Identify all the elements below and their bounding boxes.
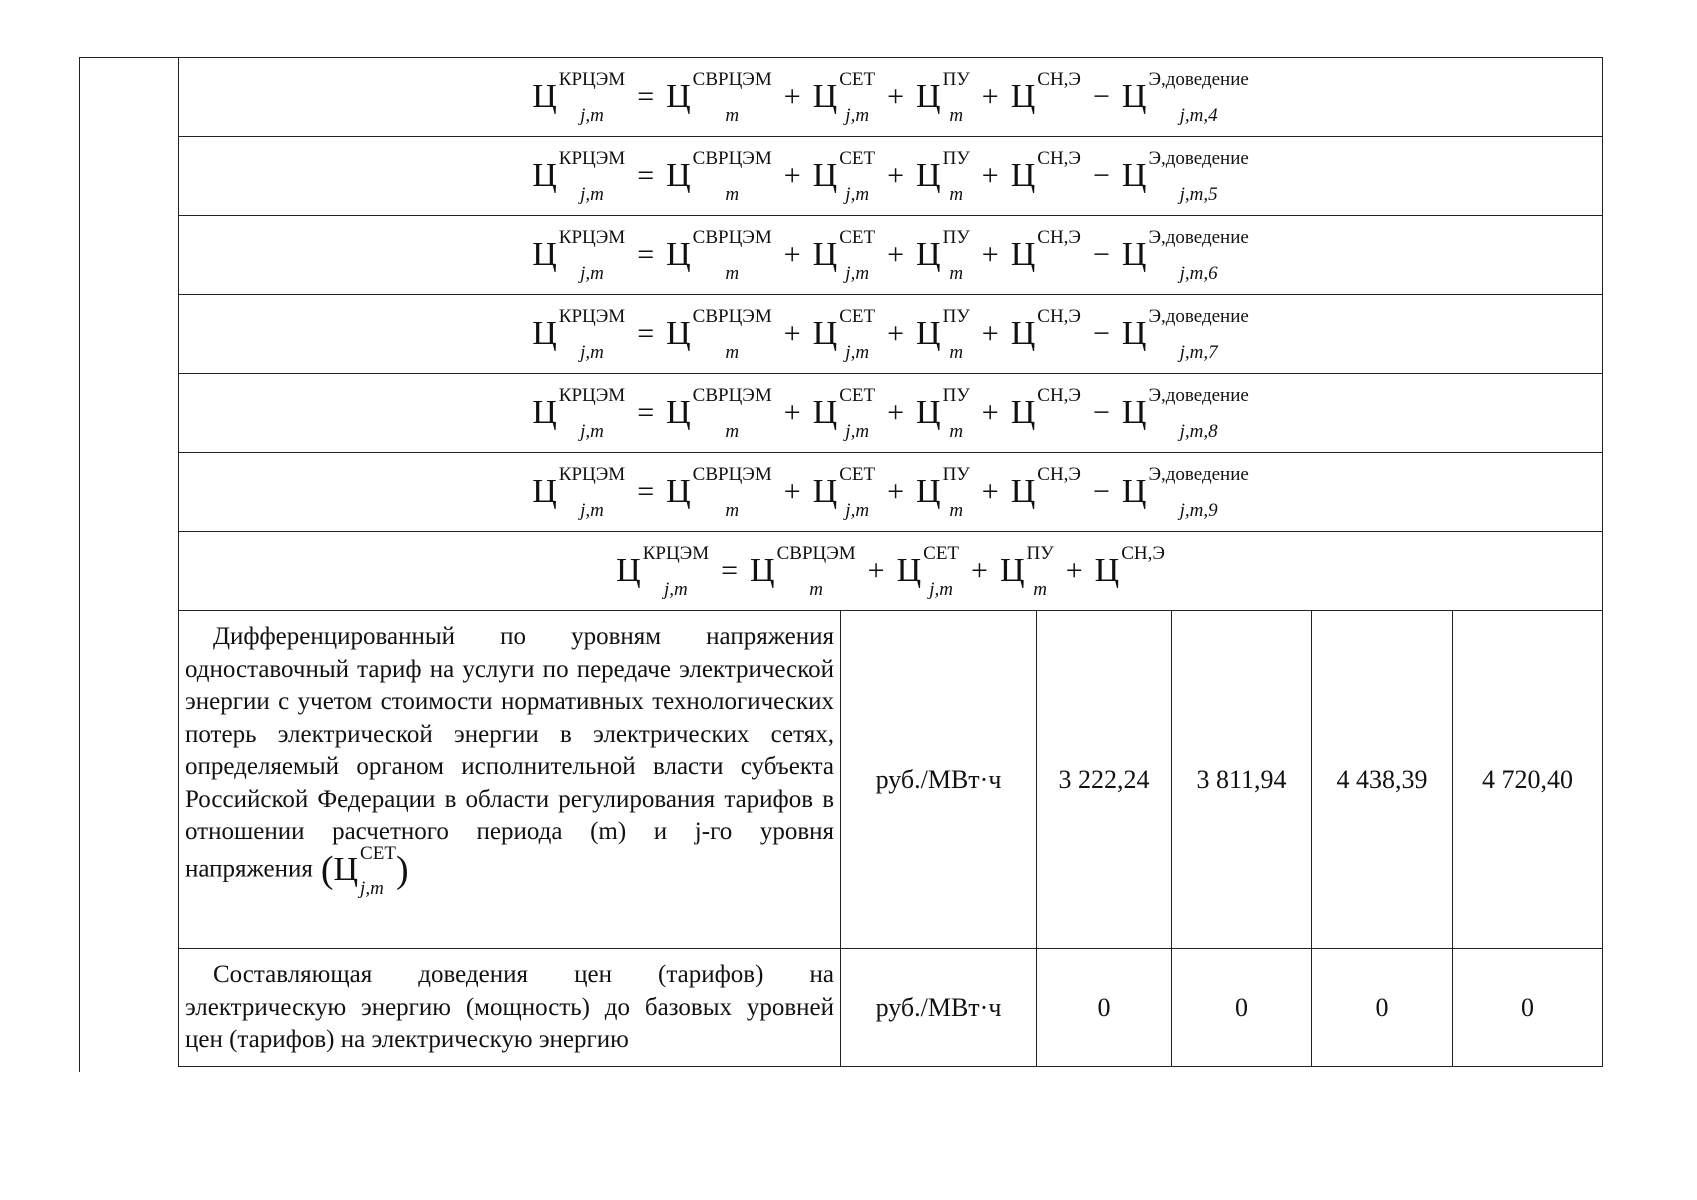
top-border-line: [79, 57, 179, 58]
inline-formula: ( Ц СЕТ j,m ): [320, 842, 409, 900]
price-term: Ц СВРЦЭМ m: [666, 385, 772, 442]
price-term: Ц КРЦЭМ j,m: [532, 69, 626, 126]
price-term: Ц СВРЦЭМ m: [750, 543, 856, 600]
value-cell: 0: [1037, 949, 1172, 1067]
price-term: Ц ПУ m: [916, 227, 970, 284]
price-term: Ц Э,доведение j,m,7: [1121, 306, 1249, 363]
row-description: Составляющая доведения цен (тарифов) на электрическую энергию (мощность) до базовых уровней цен (тарифов) на электрическую энергию: [179, 949, 841, 1067]
formula-row-6: [179, 453, 1603, 532]
price-term: Ц СВРЦЭМ m: [666, 69, 772, 126]
unit-cell: руб./МВт·ч: [841, 611, 1037, 949]
price-term: Ц СЕТ j,m: [812, 148, 876, 205]
formula-row-7: [179, 532, 1603, 611]
price-term: Ц КРЦЭМ j,m: [532, 148, 626, 205]
tariff-table: [178, 57, 1603, 1067]
formula: Ц КРЦЭМ j,m = Ц СВРЦЭМ m + Ц СЕТ j,m + Ц ПУ m + Ц СН,Э − Ц Э,доведение j,m,5: [532, 148, 1249, 205]
price-term: Ц СВРЦЭМ m: [666, 464, 772, 521]
table-row: [179, 949, 1603, 1067]
price-term: Ц ПУ m: [999, 543, 1054, 600]
formula: Ц КРЦЭМ j,m = Ц СВРЦЭМ m + Ц СЕТ j,m + Ц ПУ m + Ц СН,Э − Ц Э,доведение j,m,6: [532, 227, 1249, 284]
price-term: Ц ПУ m: [916, 148, 970, 205]
price-term: Ц КРЦЭМ j,m: [616, 543, 710, 600]
formula: Ц КРЦЭМ j,m = Ц СВРЦЭМ m + Ц СЕТ j,m + Ц ПУ m + Ц СН,Э − Ц Э,доведение j,m,7: [532, 306, 1249, 363]
value-cell: 4 720,40: [1453, 611, 1603, 949]
value-cell: 0: [1453, 949, 1603, 1067]
price-term: Ц Э,доведение j,m,9: [1121, 464, 1249, 521]
price-term: Ц СВРЦЭМ m: [666, 227, 772, 284]
price-term: Ц КРЦЭМ j,m: [532, 464, 626, 521]
price-term: Ц Э,доведение j,m,4: [1121, 69, 1249, 126]
price-term: Ц СН,Э: [1010, 306, 1081, 352]
unit-cell: руб./МВт·ч: [841, 949, 1037, 1067]
price-term: Ц КРЦЭМ j,m: [532, 306, 626, 363]
table-row: [179, 611, 1603, 949]
price-term: Ц СН,Э: [1010, 148, 1081, 194]
left-border-line: [79, 57, 80, 1072]
price-term: Ц СН,Э: [1010, 227, 1081, 273]
formula-row-1: [179, 58, 1603, 137]
formula: Ц КРЦЭМ j,m = Ц СВРЦЭМ m + Ц СЕТ j,m + Ц ПУ m + Ц СН,Э − Ц Э,доведение j,m,9: [532, 464, 1249, 521]
price-term: Ц СН,Э: [1010, 464, 1081, 510]
price-term: Ц СЕТ j,m: [812, 69, 876, 126]
value-cell: 4 438,39: [1312, 611, 1453, 949]
value-cell: 3 222,24: [1037, 611, 1172, 949]
price-term: Ц КРЦЭМ j,m: [532, 227, 626, 284]
row-description: Дифференцированный по уровням напряжения одноставочный тариф на услуги по передаче электрической энергии с учетом стоимости нормативных технологических потерь электрической энергии в электрических сетях, определяемый органом исполнительной власти субъекта Российской Федерации в области регулирования тарифов в отношении расчетного периода (m) и j-го уровня напряжения ( Ц СЕТ j,m ): [179, 611, 841, 949]
price-term: Ц КРЦЭМ j,m: [532, 385, 626, 442]
price-term: Ц СЕТ j,m: [812, 385, 876, 442]
price-term: Ц Э,доведение j,m,8: [1121, 385, 1249, 442]
price-term: Ц СЕТ j,m: [812, 464, 876, 521]
price-term: Ц СВРЦЭМ m: [666, 148, 772, 205]
price-term: Ц СН,Э: [1010, 385, 1081, 431]
formula-row-5: [179, 374, 1603, 453]
price-term: Ц ПУ m: [916, 464, 970, 521]
formula: Ц КРЦЭМ j,m = Ц СВРЦЭМ m + Ц СЕТ j,m + Ц ПУ m + Ц СН,Э: [616, 543, 1165, 600]
price-term: Ц ПУ m: [916, 306, 970, 363]
price-term: Ц СН,Э: [1094, 543, 1165, 589]
formula: Ц КРЦЭМ j,m = Ц СВРЦЭМ m + Ц СЕТ j,m + Ц ПУ m + Ц СН,Э − Ц Э,доведение j,m,4: [532, 69, 1249, 126]
formula-row-4: [179, 295, 1603, 374]
price-term: Ц ПУ m: [916, 385, 970, 442]
price-term: Ц СЕТ j,m: [812, 306, 876, 363]
formula-row-3: [179, 216, 1603, 295]
formula-row-2: [179, 137, 1603, 216]
price-term: Ц СН,Э: [1010, 69, 1081, 115]
value-cell: 0: [1172, 949, 1312, 1067]
price-term: Ц Э,доведение j,m,6: [1121, 227, 1249, 284]
value-cell: 3 811,94: [1172, 611, 1312, 949]
price-term: Ц ПУ m: [916, 69, 970, 126]
price-term: Ц СЕТ j,m: [812, 227, 876, 284]
formula: Ц КРЦЭМ j,m = Ц СВРЦЭМ m + Ц СЕТ j,m + Ц ПУ m + Ц СН,Э − Ц Э,доведение j,m,8: [532, 385, 1249, 442]
price-term: Ц СЕТ j,m: [896, 543, 960, 600]
value-cell: 0: [1312, 949, 1453, 1067]
price-term: Ц Э,доведение j,m,5: [1121, 148, 1249, 205]
price-term: Ц СВРЦЭМ m: [666, 306, 772, 363]
